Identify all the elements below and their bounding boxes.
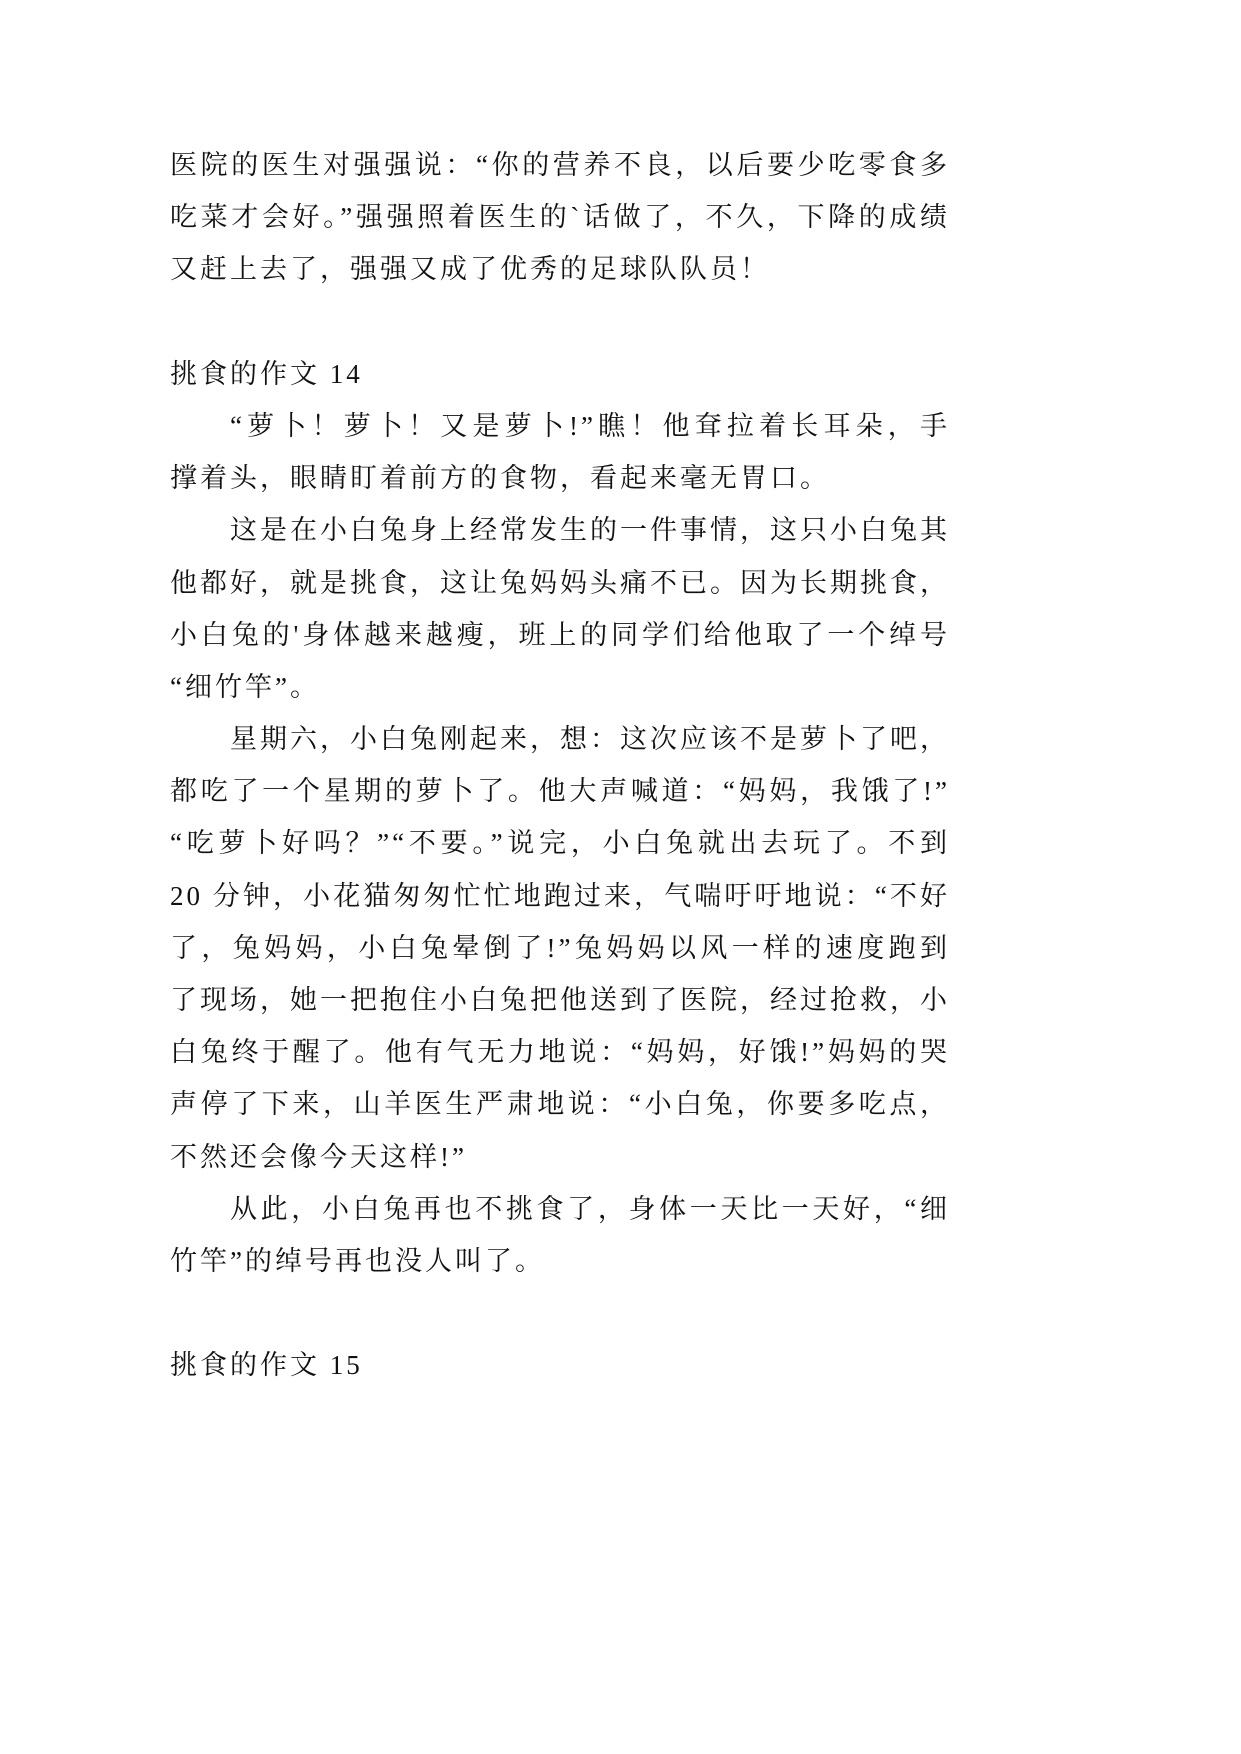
text-line: 20 分钟，小花猫匆匆忙忙地跑过来，气喘吁吁地说：“不好	[170, 880, 950, 911]
text-line: 吃菜才会好。”强强照着医生的`话做了，不久，下降的成绩	[170, 202, 950, 233]
text-line: 又赶上去了，强强又成了优秀的足球队队员！	[170, 254, 770, 285]
paragraph	[170, 713, 950, 1183]
text-line: 医院的医生对强强说：“你的营养不良，以后要少吃零食多	[170, 150, 950, 180]
text-line: 撑着头，眼睛盯着前方的食物，看起来毫无胃口。	[170, 463, 830, 494]
text-line: “萝卜！萝卜！又是萝卜!”瞧！他耷拉着长耳朵，手	[230, 410, 950, 441]
text-line: 了现场，她一把抱住小白兔把他送到了医院，经过抢救，小	[170, 985, 950, 1015]
text-line: “吃萝卜好吗？”“不要。”说完，小白兔就出去玩了。不到	[170, 828, 950, 859]
text-line: 他都好，就是挑食，这让兔妈妈头痛不已。因为长期挑食，	[170, 567, 950, 598]
essay-section	[170, 348, 950, 1287]
text-line: 都吃了一个星期的萝卜了。他大声喊道：“妈妈，我饿了!”	[170, 776, 950, 807]
text-line: 从此，小白兔再也不挑食了，身体一天比一天好，“细	[230, 1193, 950, 1224]
text-line: 不然还会像今天这样!”	[170, 1141, 467, 1172]
text-line: 了，兔妈妈，小白兔晕倒了!”兔妈妈以风一样的速度跑到	[170, 932, 950, 963]
continued-paragraph	[170, 139, 950, 296]
paragraph	[170, 400, 950, 504]
document-body	[170, 139, 950, 1392]
paragraph	[170, 504, 950, 713]
text-line: 声停了下来，山羊医生严肃地说：“小白兔，你要多吃点，	[170, 1089, 950, 1120]
text-line: 白兔终于醒了。他有气无力地说：“妈妈，好饿!”妈妈的哭	[170, 1037, 950, 1068]
paragraph	[170, 1183, 950, 1287]
essay-heading: 挑食的作文 14	[170, 358, 363, 389]
text-line: 竹竿”的绰号再也没人叫了。	[170, 1245, 545, 1276]
text-line: 小白兔的'身体越来越瘦，班上的同学们给他取了一个绰号	[170, 619, 950, 650]
text-line: 这是在小白兔身上经常发生的一件事情，这只小白兔其	[230, 515, 950, 546]
essay-heading: 挑食的作文 15	[170, 1350, 363, 1381]
text-line: 星期六，小白兔刚起来，想：这次应该不是萝卜了吧，	[230, 724, 950, 755]
text-line: “细竹竿”。	[170, 671, 320, 702]
essay-section	[170, 1339, 950, 1391]
